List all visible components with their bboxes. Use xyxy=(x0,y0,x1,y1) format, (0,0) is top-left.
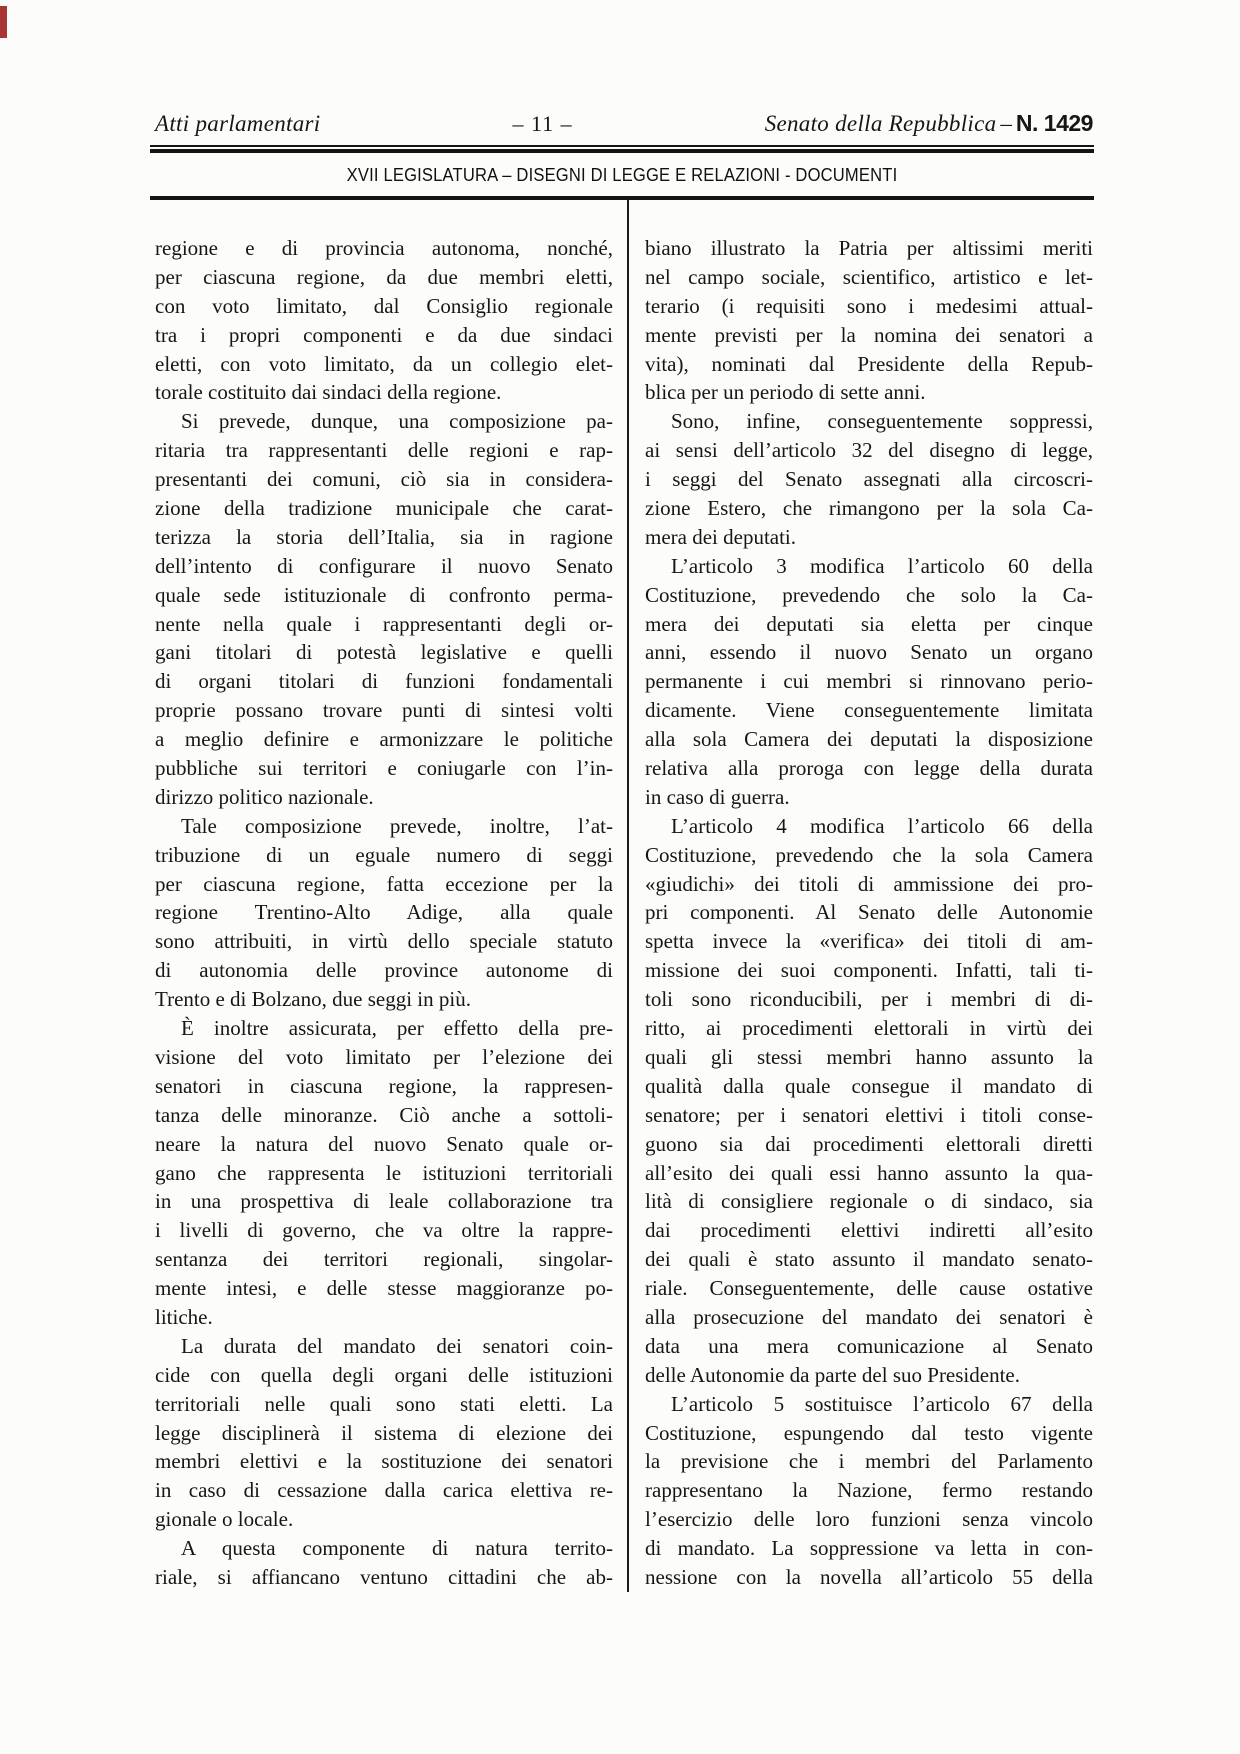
text-line: senatori in ciascuna regione, la rappresen- xyxy=(155,1073,613,1098)
text-line: blica per un periodo di sette anni. xyxy=(645,380,926,405)
text-line: qualità dalla quale consegue il mandato di xyxy=(645,1073,1093,1098)
text-line: rappresentano la Nazione, fermo restando xyxy=(645,1478,1093,1503)
text-line: relativa alla proroga con legge della durata xyxy=(645,756,1093,781)
text-line: nente nella quale i rappresentanti degli or- xyxy=(155,611,613,636)
text-line: in caso di guerra. xyxy=(645,784,790,809)
text-line: quali gli stessi membri hanno assunto la xyxy=(645,1044,1093,1069)
text-column-left xyxy=(155,234,613,1592)
text-line: gani titolari di potestà legislative e quelli xyxy=(155,640,613,665)
paragraph xyxy=(645,234,1093,407)
page-number: – 11 – xyxy=(512,111,573,136)
text-line: senatore; per i senatori elettivi i titoli conse- xyxy=(645,1102,1093,1127)
text-line: lità di consigliere regionale o di sindaco, sia xyxy=(645,1189,1093,1214)
text-line: di organi titolari di funzioni fondamentali xyxy=(155,669,613,694)
text-line: riale. Conseguentemente, delle cause ostative xyxy=(645,1276,1093,1301)
text-line: mera dei deputati. xyxy=(645,524,797,549)
text-line: in caso di cessazione dalla carica elettiva re- xyxy=(155,1478,613,1503)
text-line: pri componenti. Al Senato delle Autonomie xyxy=(645,900,1093,925)
text-line: Tale composizione prevede, inoltre, l’at- xyxy=(181,813,613,838)
scan-artifact-mark xyxy=(0,6,7,38)
text-line: dell’intento di configurare il nuovo Senato xyxy=(155,553,613,578)
text-line: di mandato. La soppressione va letta in con- xyxy=(645,1536,1093,1561)
text-line: regione Trentino-Alto Adige, alla quale xyxy=(155,900,613,925)
text-line: dei quali è stato assunto il mandato senato- xyxy=(645,1247,1093,1272)
text-line: cide con quella degli organi delle istituzioni xyxy=(155,1362,613,1387)
text-line: alla sola Camera dei deputati la disposizione xyxy=(645,727,1093,752)
text-line: a meglio definire e armonizzare le politiche xyxy=(155,727,613,752)
text-line: Costituzione, prevedendo che la sola Camera xyxy=(645,842,1093,867)
text-line: dicamente. Viene conseguentemente limitata xyxy=(645,698,1093,723)
text-line: ritto, ai procedimenti elettorali in virtù dei xyxy=(645,1016,1093,1041)
text-line: «giudichi» dei titoli di ammissione dei pro- xyxy=(645,871,1093,896)
text-line: neare la natura del nuovo Senato quale or- xyxy=(155,1131,613,1156)
text-line: L’articolo 5 sostituisce l’articolo 67 della xyxy=(671,1391,1093,1416)
text-line: tanza delle minoranze. Ciò anche a sottoli- xyxy=(155,1102,613,1127)
text-line: dirizzo politico nazionale. xyxy=(155,784,374,809)
text-line: mente previsti per la nomina dei senatori a xyxy=(645,322,1093,347)
text-line: alla prosecuzione del mandato dei senatori è xyxy=(645,1304,1093,1329)
text-line: l’esercizio delle loro funzioni senza vincolo xyxy=(645,1507,1093,1532)
text-line: missione dei suoi componenti. Infatti, tali ti- xyxy=(645,958,1093,983)
text-line: litiche. xyxy=(155,1304,213,1329)
paragraph xyxy=(645,1390,1093,1592)
document-number: N. 1429 xyxy=(1015,110,1093,136)
text-line: riale, si affiancano ventuno cittadini che ab- xyxy=(155,1564,613,1589)
text-line: proprie possano trovare punti di sintesi volti xyxy=(155,698,613,723)
text-line: zione della tradizione municipale che carat- xyxy=(155,496,613,521)
text-line: biano illustrato la Patria per altissimi meriti xyxy=(645,236,1093,260)
text-line: sono attribuiti, in virtù dello speciale statuto xyxy=(155,929,613,954)
text-line: territoriali nelle quali sono stati eletti. La xyxy=(155,1391,613,1416)
text-line: È inoltre assicurata, per effetto della pre- xyxy=(181,1016,613,1041)
text-line: ritaria tra rappresentanti delle regioni e rap- xyxy=(155,438,613,463)
text-line: mente intesi, e delle stesse maggioranze po- xyxy=(155,1276,613,1301)
header-separator: – xyxy=(1000,111,1012,136)
paragraph xyxy=(155,234,613,407)
text-line: zione Estero, che rimangono per la sola Ca- xyxy=(645,496,1093,521)
text-line: per ciascuna regione, fatta eccezione per la xyxy=(155,871,613,896)
text-line: all’esito dei quali essi hanno assunto la qua- xyxy=(645,1160,1093,1185)
text-line: toli sono riconducibili, per i membri di di- xyxy=(645,987,1093,1012)
text-line: eletti, con voto limitato, da un collegio elet- xyxy=(155,351,613,376)
text-line: nessione con la novella all’articolo 55 della xyxy=(645,1564,1093,1589)
text-line: per ciascuna regione, da due membri eletti, xyxy=(155,264,613,289)
paragraph xyxy=(155,407,613,811)
text-line: A questa componente di natura territo- xyxy=(181,1536,613,1561)
paragraph xyxy=(155,1534,613,1592)
subheader-rule xyxy=(150,196,1094,200)
paragraph xyxy=(645,407,1093,551)
text-line: i livelli di governo, che va oltre la rappre- xyxy=(155,1218,613,1243)
column-divider xyxy=(627,200,629,1592)
text-line: spetta invece la «verifica» dei titoli di am- xyxy=(645,929,1093,954)
text-line: tribuzione di un eguale numero di seggi xyxy=(155,842,613,867)
text-line: quale sede istituzionale di confronto perma- xyxy=(155,582,613,607)
header-left-title: Atti parlamentari xyxy=(155,111,321,136)
text-line: sentanza dei territori regionali, singolar- xyxy=(155,1247,613,1272)
text-line: L’articolo 4 modifica l’articolo 66 della xyxy=(671,813,1093,838)
text-line: la previsione che i membri del Parlamento xyxy=(645,1449,1093,1474)
text-line: dai procedimenti elettivi indiretti all’esito xyxy=(645,1218,1093,1243)
text-line: i seggi del Senato assegnati alla circoscri- xyxy=(645,467,1093,492)
text-line: Sono, infine, conseguentemente soppressi, xyxy=(671,409,1093,434)
paragraph xyxy=(645,812,1093,1390)
text-line: legge disciplinerà il sistema di elezione dei xyxy=(155,1420,613,1445)
paragraph xyxy=(155,1332,613,1534)
paragraph xyxy=(155,1014,613,1332)
text-line: visione del voto limitato per l’elezione dei xyxy=(155,1044,613,1069)
text-line: vita), nominati dal Presidente della Repub- xyxy=(645,351,1093,376)
text-line: terario (i requisiti sono i medesimi attual- xyxy=(645,293,1093,318)
header-rule-thin xyxy=(150,145,1094,147)
paragraph xyxy=(155,812,613,1014)
text-line: L’articolo 3 modifica l’articolo 60 della xyxy=(671,553,1093,578)
text-line: pubbliche sui territori e coniugarle con l’in- xyxy=(155,756,613,781)
text-line: nel campo sociale, scientifico, artistico e let- xyxy=(645,264,1093,289)
header-right-title xyxy=(765,110,1093,137)
text-line: Costituzione, espungendo dal testo vigente xyxy=(645,1420,1093,1445)
text-line: permanente i cui membri si rinnovano perio- xyxy=(645,669,1093,694)
text-line: gano che rappresenta le istituzioni territoriali xyxy=(155,1160,613,1185)
text-line: Trento e di Bolzano, due seggi in più. xyxy=(155,987,471,1012)
text-line: Costituzione, prevedendo che solo la Ca- xyxy=(645,582,1093,607)
text-column-right xyxy=(645,234,1093,1592)
text-line: guono sia dai procedimenti elettorali diretti xyxy=(645,1131,1093,1156)
legislature-subheader: XVII LEGISLATURA – DISEGNI DI LEGGE E RELAZIONI - DOCUMENTI xyxy=(346,165,898,185)
text-line: membri elettivi e la sostituzione dei senatori xyxy=(155,1449,613,1474)
page-header xyxy=(155,110,1093,137)
text-line: anni, essendo il nuovo Senato un organo xyxy=(645,640,1093,665)
header-chamber-name: Senato della Repubblica xyxy=(764,111,997,136)
text-line: presentanti dei comuni, ciò sia in considera- xyxy=(155,467,613,492)
text-line: terizza la storia dell’Italia, sia in ragione xyxy=(155,524,613,549)
text-line: tra i propri componenti e da due sindaci xyxy=(155,322,613,347)
text-line: gionale o locale. xyxy=(155,1507,294,1532)
text-line: data una mera comunicazione al Senato xyxy=(645,1333,1093,1358)
text-line: ai sensi dell’articolo 32 del disegno di legge, xyxy=(645,438,1093,463)
text-line: regione e di provincia autonoma, nonché, xyxy=(155,236,613,260)
paragraph xyxy=(645,552,1093,812)
text-line: Si prevede, dunque, una composizione pa- xyxy=(181,409,613,434)
text-line: con voto limitato, dal Consiglio regionale xyxy=(155,293,613,318)
text-line: mera dei deputati sia eletta per cinque xyxy=(645,611,1093,636)
text-line: in una prospettiva di leale collaborazione tra xyxy=(155,1189,613,1214)
text-line: La durata del mandato dei senatori coin- xyxy=(181,1333,613,1358)
header-rule-thick xyxy=(150,149,1094,153)
text-line: di autonomia delle province autonome di xyxy=(155,958,613,983)
text-line: delle Autonomie da parte del suo Presidente. xyxy=(645,1362,1020,1387)
text-line: torale costituito dai sindaci della regione. xyxy=(155,380,502,405)
